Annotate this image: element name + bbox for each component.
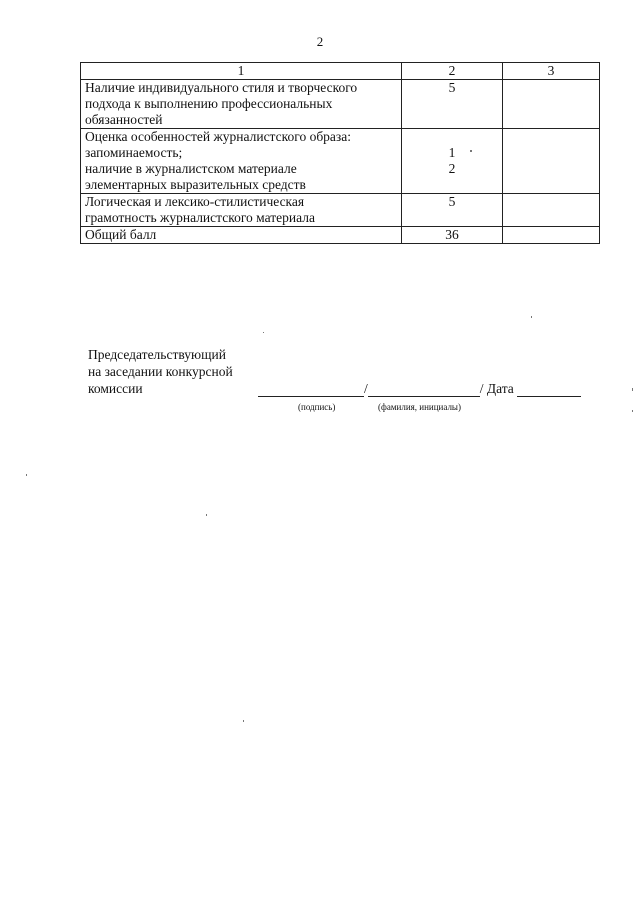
scan-speck xyxy=(243,720,244,722)
score-value xyxy=(406,177,498,193)
criterion-line: Оценка особенностей журналистского образа: xyxy=(85,129,351,144)
criterion-line: наличие в журналистском материале xyxy=(85,161,297,176)
criterion-line: Наличие индивидуального стиля и творческого xyxy=(85,80,358,95)
third-cell xyxy=(503,129,600,194)
total-label-cell xyxy=(81,227,402,244)
criterion-cell xyxy=(81,194,402,227)
total-row xyxy=(81,227,600,244)
scan-speck xyxy=(531,316,532,318)
score-cell xyxy=(402,194,503,227)
score-cell xyxy=(402,129,503,194)
criterion-line: обязанностей xyxy=(85,112,163,127)
score-value: 1 xyxy=(448,145,456,160)
criteria-table xyxy=(80,62,600,244)
criterion-line: грамотность журналистского материала xyxy=(85,210,315,225)
chair-title-line: на заседании конкурсной xyxy=(88,364,233,379)
third-cell xyxy=(503,227,600,244)
signature-caption: (подпись) xyxy=(298,402,336,412)
score-value: 5 xyxy=(448,194,456,209)
criterion-line: подхода к выполнению профессиональных xyxy=(85,96,333,111)
header-col-3: 3 xyxy=(503,63,600,80)
criterion-line: запоминаемость; xyxy=(85,145,183,160)
chair-title-line: Председательствующий xyxy=(88,347,226,362)
score-value: 2 xyxy=(448,161,456,176)
table-row xyxy=(81,194,600,227)
scan-speck xyxy=(470,150,472,152)
scan-speck xyxy=(26,474,27,476)
scan-speck xyxy=(206,514,207,516)
separator: / xyxy=(364,381,368,396)
chair-title-line: комиссии xyxy=(88,381,143,396)
third-cell xyxy=(503,80,600,129)
table-row xyxy=(81,129,600,194)
score-cell xyxy=(402,80,503,129)
criterion-line: Логическая и лексико-стилистическая xyxy=(85,194,305,209)
date-label: / Дата xyxy=(479,381,514,396)
header-col-1: 1 xyxy=(81,63,402,80)
total-score-cell xyxy=(402,227,503,244)
total-label: Общий балл xyxy=(85,227,157,242)
scan-speck xyxy=(632,410,633,412)
score-value xyxy=(406,129,498,145)
page-number: 2 xyxy=(316,34,324,49)
table-row xyxy=(81,80,600,129)
header-col-2: 2 xyxy=(402,63,503,80)
name-caption: (фамилия, инициалы) xyxy=(378,402,461,412)
scan-speck xyxy=(632,388,633,391)
date-blank xyxy=(517,382,581,397)
signature-block xyxy=(88,346,608,412)
criterion-cell xyxy=(81,80,402,129)
signature-line xyxy=(258,380,581,397)
signature-blank xyxy=(258,382,364,397)
scan-speck xyxy=(263,332,264,333)
score-value: 5 xyxy=(448,80,456,95)
third-cell xyxy=(503,194,600,227)
total-score: 36 xyxy=(445,227,459,242)
criterion-cell xyxy=(81,129,402,194)
name-blank xyxy=(368,382,480,397)
table-header-row xyxy=(81,63,600,80)
criterion-line: элементарных выразительных средств xyxy=(85,177,306,192)
